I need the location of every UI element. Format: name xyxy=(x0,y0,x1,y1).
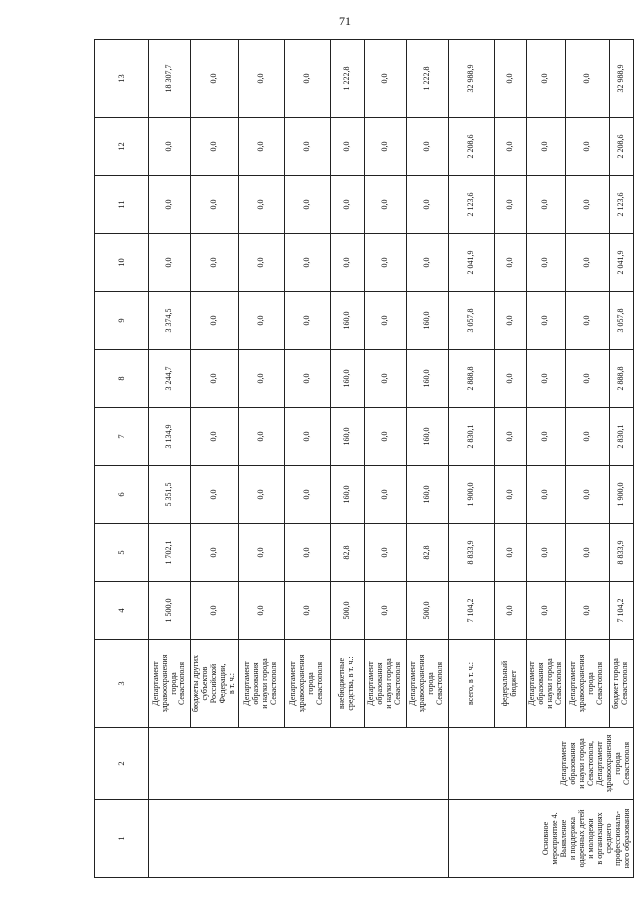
funding-source-label: Департамент здравоохранения города Севастополя xyxy=(149,640,191,728)
value-cell: 0,0 xyxy=(284,176,330,234)
executors: Департамент образования и науки города Севастополя, Департамент здравоохранения города Севастополя xyxy=(448,728,633,800)
value-cell: 0,0 xyxy=(364,466,406,524)
value-cell: 0,0 xyxy=(406,234,448,292)
value-cell: 7 104,2 xyxy=(448,582,494,640)
value-cell: 0,0 xyxy=(406,118,448,176)
funding-source-label: внебюджетные средства, в т. ч.: xyxy=(330,640,364,728)
value-cell: 0,0 xyxy=(364,582,406,640)
funding-source-label: Департамент здравоохранения города Севастополя xyxy=(284,640,330,728)
executors-cell-continued xyxy=(149,728,449,800)
value-cell: 160,0 xyxy=(330,350,364,408)
funding-table xyxy=(94,39,634,878)
value-cell: 0,0 xyxy=(191,408,239,466)
value-cell: 160,0 xyxy=(330,466,364,524)
header-cell: 4 xyxy=(95,582,149,640)
value-cell: 0,0 xyxy=(364,176,406,234)
table-row xyxy=(448,40,494,878)
value-cell: 0,0 xyxy=(238,466,284,524)
value-cell: 0,0 xyxy=(526,234,565,292)
value-cell: 2 830,1 xyxy=(448,408,494,466)
value-cell: 0,0 xyxy=(191,234,239,292)
value-cell: 0,0 xyxy=(191,40,239,118)
value-cell: 0,0 xyxy=(494,582,526,640)
value-cell: 0,0 xyxy=(330,118,364,176)
value-cell: 0,0 xyxy=(284,40,330,118)
value-cell: 0,0 xyxy=(565,466,609,524)
header-cell: 10 xyxy=(95,234,149,292)
value-cell: 0,0 xyxy=(526,40,565,118)
value-cell: 0,0 xyxy=(191,524,239,582)
value-cell: 0,0 xyxy=(565,524,609,582)
value-cell: 0,0 xyxy=(284,582,330,640)
value-cell: 0,0 xyxy=(565,582,609,640)
value-cell: 0,0 xyxy=(238,176,284,234)
value-cell: 0,0 xyxy=(494,524,526,582)
value-cell: 1 702,1 xyxy=(149,524,191,582)
value-cell: 160,0 xyxy=(406,292,448,350)
value-cell: 160,0 xyxy=(330,292,364,350)
funding-source-label: федеральный бюджет xyxy=(494,640,526,728)
table-row xyxy=(149,40,191,878)
value-cell: 8 833,9 xyxy=(448,524,494,582)
value-cell: 160,0 xyxy=(406,350,448,408)
value-cell: 0,0 xyxy=(364,524,406,582)
value-cell: 0,0 xyxy=(526,118,565,176)
value-cell: 0,0 xyxy=(526,582,565,640)
header-cell: 9 xyxy=(95,292,149,350)
value-cell: 2 208,6 xyxy=(609,118,633,176)
value-cell: 0,0 xyxy=(526,466,565,524)
funding-source-label: Департамент здравоохранения города Севастополя xyxy=(565,640,609,728)
activity-name: Основное мероприятие 4. Выявление и поддержка одаренных детей и молодежи в организациях среднего профессиональ- ного образования xyxy=(448,800,633,878)
value-cell: 2 123,6 xyxy=(609,176,633,234)
value-cell: 1 222,8 xyxy=(406,40,448,118)
value-cell: 160,0 xyxy=(406,408,448,466)
value-cell: 0,0 xyxy=(284,234,330,292)
value-cell: 0,0 xyxy=(494,466,526,524)
value-cell: 2 888,8 xyxy=(448,350,494,408)
value-cell: 1 500,0 xyxy=(149,582,191,640)
value-cell: 0,0 xyxy=(494,350,526,408)
header-cell: 6 xyxy=(95,466,149,524)
page-number: 71 xyxy=(339,14,351,28)
value-cell: 0,0 xyxy=(284,524,330,582)
funding-source-label: всего, в т. ч.: xyxy=(448,640,494,728)
value-cell: 3 057,8 xyxy=(609,292,633,350)
value-cell: 0,0 xyxy=(191,350,239,408)
value-cell: 0,0 xyxy=(526,408,565,466)
value-cell: 0,0 xyxy=(284,408,330,466)
value-cell: 2 123,6 xyxy=(448,176,494,234)
value-cell: 0,0 xyxy=(526,350,565,408)
value-cell: 0,0 xyxy=(191,176,239,234)
value-cell: 32 988,9 xyxy=(609,40,633,118)
funding-source-label: бюджет города Севастополя xyxy=(609,640,633,728)
value-cell: 7 104,2 xyxy=(609,582,633,640)
value-cell: 0,0 xyxy=(284,466,330,524)
value-cell: 0,0 xyxy=(565,40,609,118)
value-cell: 0,0 xyxy=(526,292,565,350)
value-cell: 0,0 xyxy=(238,234,284,292)
value-cell: 0,0 xyxy=(565,292,609,350)
funding-source-label: Департамент образования и науки города Севастополя xyxy=(238,640,284,728)
value-cell: 0,0 xyxy=(494,234,526,292)
header-cell: 13 xyxy=(95,40,149,118)
value-cell: 0,0 xyxy=(565,118,609,176)
value-cell: 2 208,6 xyxy=(448,118,494,176)
value-cell: 500,0 xyxy=(406,582,448,640)
header-cell: 12 xyxy=(95,118,149,176)
value-cell: 0,0 xyxy=(238,40,284,118)
value-cell: 0,0 xyxy=(191,118,239,176)
funding-source-label: Департамент здравоохранения города Севастополя xyxy=(406,640,448,728)
value-cell: 0,0 xyxy=(330,234,364,292)
value-cell: 500,0 xyxy=(330,582,364,640)
value-cell: 0,0 xyxy=(238,292,284,350)
value-cell: 3 374,5 xyxy=(149,292,191,350)
header-cell: 11 xyxy=(95,176,149,234)
value-cell: 0,0 xyxy=(565,176,609,234)
value-cell: 0,0 xyxy=(149,234,191,292)
value-cell: 0,0 xyxy=(238,118,284,176)
value-cell: 0,0 xyxy=(364,40,406,118)
value-cell: 2 830,1 xyxy=(609,408,633,466)
value-cell: 0,0 xyxy=(284,118,330,176)
value-cell: 0,0 xyxy=(364,292,406,350)
value-cell: 0,0 xyxy=(330,176,364,234)
value-cell: 0,0 xyxy=(565,234,609,292)
value-cell: 0,0 xyxy=(364,118,406,176)
value-cell: 0,0 xyxy=(565,350,609,408)
value-cell: 2 041,9 xyxy=(448,234,494,292)
value-cell: 0,0 xyxy=(149,176,191,234)
header-cell: 3 xyxy=(95,640,149,728)
header-cell: 7 xyxy=(95,408,149,466)
value-cell: 160,0 xyxy=(330,408,364,466)
value-cell: 8 833,9 xyxy=(609,524,633,582)
value-cell: 0,0 xyxy=(494,40,526,118)
value-cell: 18 307,7 xyxy=(149,40,191,118)
value-cell: 0,0 xyxy=(191,466,239,524)
value-cell: 2 888,8 xyxy=(609,350,633,408)
value-cell: 0,0 xyxy=(284,292,330,350)
value-cell: 0,0 xyxy=(494,292,526,350)
value-cell: 82,8 xyxy=(330,524,364,582)
value-cell: 0,0 xyxy=(238,408,284,466)
value-cell: 3 244,7 xyxy=(149,350,191,408)
value-cell: 0,0 xyxy=(526,524,565,582)
value-cell: 1 900,0 xyxy=(609,466,633,524)
header-row xyxy=(95,40,149,878)
value-cell: 0,0 xyxy=(406,176,448,234)
header-cell: 5 xyxy=(95,524,149,582)
funding-source-label: Департамент образования и науки города Севастополя xyxy=(364,640,406,728)
value-cell: 160,0 xyxy=(406,466,448,524)
value-cell: 0,0 xyxy=(149,118,191,176)
funding-source-label: бюджеты других субъектов Российской Федерации, в т. ч.: xyxy=(191,640,239,728)
value-cell: 0,0 xyxy=(191,292,239,350)
value-cell: 2 041,9 xyxy=(609,234,633,292)
value-cell: 32 988,9 xyxy=(448,40,494,118)
value-cell: 0,0 xyxy=(494,118,526,176)
value-cell: 0,0 xyxy=(364,350,406,408)
value-cell: 82,8 xyxy=(406,524,448,582)
value-cell: 0,0 xyxy=(364,408,406,466)
funding-source-label: Департамент образования и науки города Севастополя xyxy=(526,640,565,728)
value-cell: 5 351,5 xyxy=(149,466,191,524)
value-cell: 0,0 xyxy=(526,176,565,234)
value-cell: 0,0 xyxy=(284,350,330,408)
activity-cell-continued xyxy=(149,800,449,878)
value-cell: 0,0 xyxy=(191,582,239,640)
value-cell: 3 134,9 xyxy=(149,408,191,466)
header-cell: 8 xyxy=(95,350,149,408)
value-cell: 0,0 xyxy=(364,234,406,292)
value-cell: 0,0 xyxy=(238,582,284,640)
header-cell: 2 xyxy=(95,728,149,800)
value-cell: 0,0 xyxy=(238,524,284,582)
value-cell: 3 057,8 xyxy=(448,292,494,350)
value-cell: 0,0 xyxy=(238,350,284,408)
value-cell: 1 900,0 xyxy=(448,466,494,524)
header-cell: 1 xyxy=(95,800,149,878)
value-cell: 0,0 xyxy=(494,176,526,234)
value-cell: 1 222,8 xyxy=(330,40,364,118)
value-cell: 0,0 xyxy=(565,408,609,466)
rotated-table-container xyxy=(94,40,631,878)
value-cell: 0,0 xyxy=(494,408,526,466)
